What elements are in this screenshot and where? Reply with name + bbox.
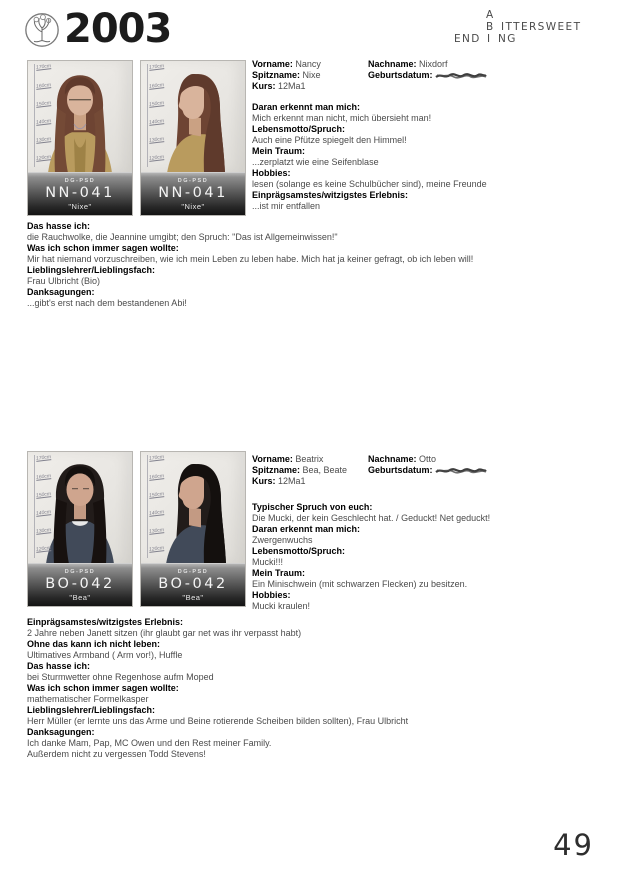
plate-code-small: DG-PSD [177, 569, 209, 575]
field-geburtsdatum: Geburtsdatum: [368, 465, 600, 476]
qa-item: Danksagungen: ...gibt's erst nach dem bestandenen Abi! [27, 287, 187, 308]
redacted-scribble [435, 71, 487, 80]
height-ruler: 170cm 160cm 150cm 140cm 130cm 120cm [144, 61, 170, 173]
page-number: 49 [553, 828, 594, 862]
mugshot-plate [141, 172, 245, 215]
plate-code-small: DG-PSD [64, 178, 96, 184]
height-ruler: 170cm 160cm 150cm 140cm 130cm 120cm [144, 452, 170, 564]
qa-item: Mein Traum: ...zerplatzt wie eine Seifenblase [252, 146, 379, 167]
plate-code-large: NN-041 [45, 185, 115, 201]
qa-item: Daran erkennt man mich: Zwergenwuchs [252, 524, 361, 545]
qa-item: Einprägsamstes/witzigstes Erlebnis: ...ist mir entfallen [252, 190, 409, 211]
field-geburtsdatum: Geburtsdatum: [368, 70, 600, 81]
personal-fields [252, 454, 600, 487]
mugshot-plate [141, 563, 245, 606]
qa-item: Ohne das kann ich nicht leben: Ultimatives Armband ( Arm vor!), Huffle [27, 639, 183, 660]
plate-nickname: "Bea" [182, 593, 204, 602]
field-nachname: Nachname: Nixdorf [368, 59, 448, 69]
qa-item: Lebensmotto/Spruch: Mucki!!! [252, 546, 346, 567]
plate-nickname: "Bea" [69, 593, 91, 602]
mugshot-plate [28, 172, 132, 215]
mugshot-side-photo [140, 60, 246, 216]
personal-fields [252, 59, 600, 92]
field-vorname: Vorname: Nancy [252, 59, 321, 69]
qa-right-column [252, 502, 600, 612]
mugshot-side-photo [140, 451, 246, 607]
redacted-scribble [435, 466, 487, 475]
qa-item: Lieblingslehrer/Lieblingsfach: Frau Ulbricht (Bio) [27, 265, 156, 286]
year-title: 2003 [64, 6, 172, 52]
height-ruler: 170cm 160cm 150cm 140cm 130cm 120cm [31, 61, 57, 173]
plate-code-large: NN-041 [158, 185, 228, 201]
motto-line-1: A [486, 9, 495, 21]
qa-item: Einprägsamstes/witzigstes Erlebnis: 2 Jahre neben Janett sitzen (ihr glaubt gar net was ihr verpasst habt) [27, 617, 302, 638]
qa-item: Das hasse ich: bei Sturmwetter ohne Regenhose aufm Moped [27, 661, 214, 682]
qa-item: Hobbies: Mucki kraulen! [252, 590, 311, 611]
qa-item: Mein Traum: Ein Minischwein (mit schwarzen Flecken) zu besitzen. [252, 568, 468, 589]
height-ruler: 170cm 160cm 150cm 140cm 130cm 120cm [31, 452, 57, 564]
motto-line-2: B ITTERSWEET [486, 21, 582, 33]
plate-nickname: "Nixe" [181, 202, 205, 211]
plate-nickname: "Nixe" [68, 202, 92, 211]
motto-line-3: END I NG [454, 33, 517, 45]
photo-side [141, 61, 245, 173]
profile-info-column [252, 59, 600, 212]
plate-code-large: BO-042 [45, 576, 115, 592]
qa-item: Typischer Spruch von euch: Die Mucki, der kein Geschlecht hat. / Geduckt! Net geduckt! [252, 502, 491, 523]
qa-item: Was ich schon immer sagen wollte: Mir hat niemand vorzuschreiben, wie ich mein Leben zu leben habe. Mich hat ja keiner gefragt, ob ich leben will! [27, 243, 474, 264]
plate-code-large: BO-042 [158, 576, 228, 592]
qa-item: Daran erkennt man mich: Mich erkennt man nicht, mich übersieht man! [252, 102, 432, 123]
abi-motto [452, 9, 602, 45]
qa-right-column [252, 102, 600, 212]
field-nachname: Nachname: Otto [368, 454, 437, 464]
school-logo-icon [23, 11, 61, 49]
mugshot-front-photo [27, 60, 133, 216]
qa-item: Das hasse ich: die Rauchwolke, die Jeannine umgibt; den Spruch: "Das ist Allgemeinwissen!" [27, 221, 338, 242]
field-spitzname: Spitzname: Bea, Beate [252, 465, 348, 475]
plate-code-small: DG-PSD [177, 178, 209, 184]
qa-item: Hobbies: lesen (solange es keine Schulbücher sind), meine Freunde [252, 168, 487, 189]
mugshot-front-photo [27, 451, 133, 607]
qa-item: Was ich schon immer sagen wollte: mathematischer Formelkasper [27, 683, 179, 704]
photo-front [28, 452, 132, 564]
field-vorname: Vorname: Beatrix [252, 454, 324, 464]
qa-item: Lieblingslehrer/Lieblingsfach: Herr Müller (er lernte uns das Arme und Beine rotierende Scheiben bilden sollten), Frau Ulbricht [27, 705, 409, 726]
photo-side [141, 452, 245, 564]
field-kurs: Kurs: 12Ma1 [252, 81, 306, 91]
qa-item: Lebensmotto/Spruch: Auch eine Pfütze spiegelt den Himmel! [252, 124, 407, 145]
qa-full-width [27, 221, 599, 309]
profile-info-column [252, 454, 600, 612]
field-kurs: Kurs: 12Ma1 [252, 476, 306, 486]
mugshot-plate [28, 563, 132, 606]
photo-front [28, 61, 132, 173]
qa-value-line-2: Außerdem nicht zu vergessen Todd Stevens! [27, 749, 206, 759]
field-spitzname: Spitzname: Nixe [252, 70, 321, 80]
qa-full-width [27, 617, 599, 760]
plate-code-small: DG-PSD [64, 569, 96, 575]
qa-item: Danksagungen: Ich danke Mam, Pap, MC Owen und den Rest meiner Family. Außerdem nicht zu vergessen Todd Stevens! [27, 727, 599, 760]
